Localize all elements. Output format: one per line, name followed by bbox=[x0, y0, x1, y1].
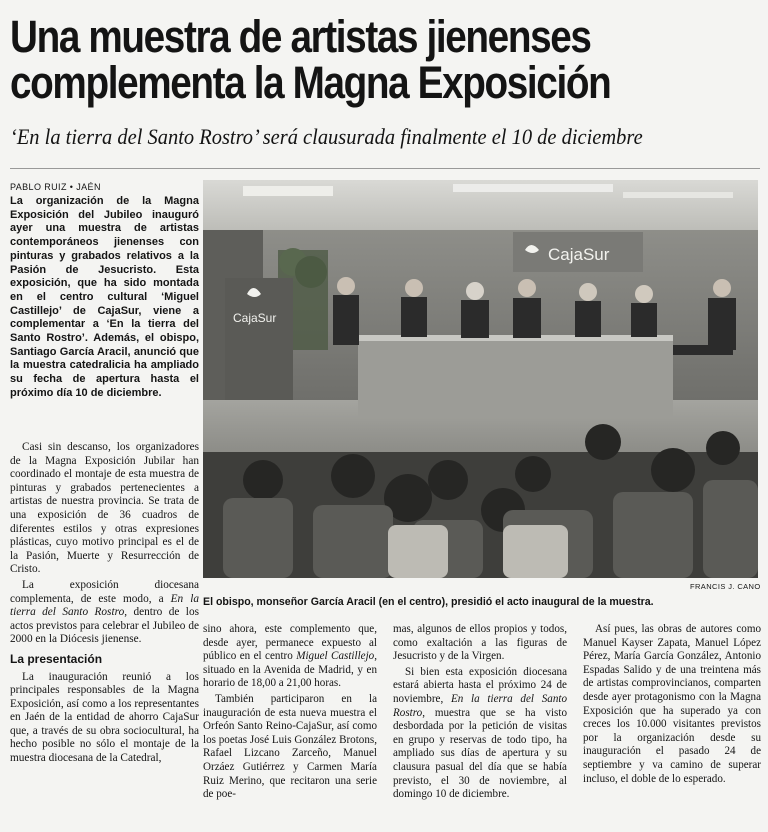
photo-caption: El obispo, monseñor García Aracil (en el centro), presidió el acto inaugural de la muestra. bbox=[203, 596, 654, 608]
col3-paragraph-1: mas, algunos de ellos propios y todos, como exaltación a las figuras de Jesucristo y de la Virgen. bbox=[393, 623, 567, 663]
lead-paragraph: La organización de la Magna Exposición del Jubileo inauguró ayer una muestra de artistas contemporáneos jienenses con pinturas y grabados relativos a la Pasión de Jesucristo. Esta exposición, que ha sido montada en el centro cultural ‘Miguel Castillejo’ de CajaSur, viene a complementar a ‘En la tierra del Santo Rostro’. Además, el obispo, Santiago García Aracil, anunció que la muestra catedralicia ha ampliado su fecha de apertura hasta el próximo día 10 de diciembre. bbox=[10, 195, 199, 399]
headline-line-2: complementa la Magna Exposición bbox=[10, 57, 611, 108]
byline-city: JAÉN bbox=[76, 182, 101, 192]
wall-logo-text: CajaSur bbox=[548, 245, 610, 264]
photo-credit: FRANCIS J. CANO bbox=[690, 582, 761, 591]
column-1 bbox=[10, 441, 199, 766]
column-2 bbox=[203, 623, 377, 802]
photo-illustration bbox=[203, 180, 758, 578]
exhibition-title: En la tierra del Santo Rostro bbox=[10, 592, 199, 619]
lectern-logo-text: CajaSur bbox=[233, 311, 277, 325]
col3-paragraph-2: Si bien esta exposición diocesana estará abierta hasta el próximo 24 de noviembre, En la tierra del Santo Rostro, muestra que se ha visto desbordada por la petición de visitas en grupo y reservas de todo tipo, ha ampliado sus días de apertura y su clausura pasual del día que se había previsto, el 30 de noviembre, al domingo 10 de diciembre. bbox=[393, 665, 567, 801]
col2-paragraph-2: También participaron en la inauguración de esta nueva muestra el Orfeón Santo Reino-CajaSur, así como los poetas José Luis González Brotons, Rafael Lizcano Zarceño, Manuel Orzáez Gutiérrez y Carmen María Ruiz Merino, que recitaron una serie de poe- bbox=[203, 692, 377, 801]
column-3 bbox=[393, 623, 567, 802]
subheadline: ‘En la tierra del Santo Rostro’ será clausurada finalmente el 10 de diciembre bbox=[10, 124, 643, 149]
venue-name: Miguel Castillejo bbox=[296, 650, 375, 663]
column-4 bbox=[583, 623, 761, 786]
exhibition-title-2: En la tierra del Santo Rostro bbox=[393, 692, 567, 719]
col1-paragraph-2: La exposición diocesana complementa, de este modo, a En la tierra del Santo Rostro, dentro de los actos previstos para celebrar el Jubileo de 2000 en la Diócesis jienense. bbox=[10, 578, 199, 646]
col1-paragraph-3: La inauguración reunió a los principales responsables de la Magna Exposición, así como a los representantes en Jaén de la entidad de ahorro CajaSur que, a través de su obra sociocultural, ha hecho posible no sólo el montaje de la muestra diocesana de la Catedral, bbox=[10, 670, 199, 765]
byline bbox=[10, 182, 101, 192]
section-title: La presentación bbox=[10, 651, 103, 666]
col4-paragraph-1: Así pues, las obras de autores como Manuel Kayser Zapata, Manuel López Pérez, María García González, Antonio Espadas Salido y de una treintena más de artistas comprovincianos, comparten desde ayer protagonismo con la Magna Exposición que ha superado ya con creces los 10.000 visitantes previstos por la organización desde su inauguración el pasado 24 de septiembre y va camino de superar incluso, el doble de lo esperado. bbox=[583, 623, 761, 785]
headline-line-1: Una muestra de artistas jienenses bbox=[10, 11, 591, 62]
col2-paragraph-1: sino ahora, este complemento que, desde ayer, permanece expuesto al público en el centro Miguel Castillejo, situado en la Avenida de Madrid, y en horario de 18,00 a 21,00 horas. bbox=[203, 623, 377, 690]
byline-separator: • bbox=[69, 182, 74, 192]
col1-paragraph-1: Casi sin descanso, los organizadores de la Magna Exposición Jubilar han coordinado el montaje de esta muestra de pinturas y grabados pertenecientes a artistas de nuestra provincia. Se trata de una exposición de 36 cuadros de diferentes estilos y otras expresiones plásticas, cuyo motivo principal es el de la Pasión, Muerte y Resurrección de Cristo. bbox=[10, 441, 199, 576]
divider bbox=[10, 168, 760, 169]
headline bbox=[10, 11, 655, 108]
news-photo bbox=[203, 180, 758, 578]
byline-author: PABLO RUIZ bbox=[10, 182, 67, 192]
